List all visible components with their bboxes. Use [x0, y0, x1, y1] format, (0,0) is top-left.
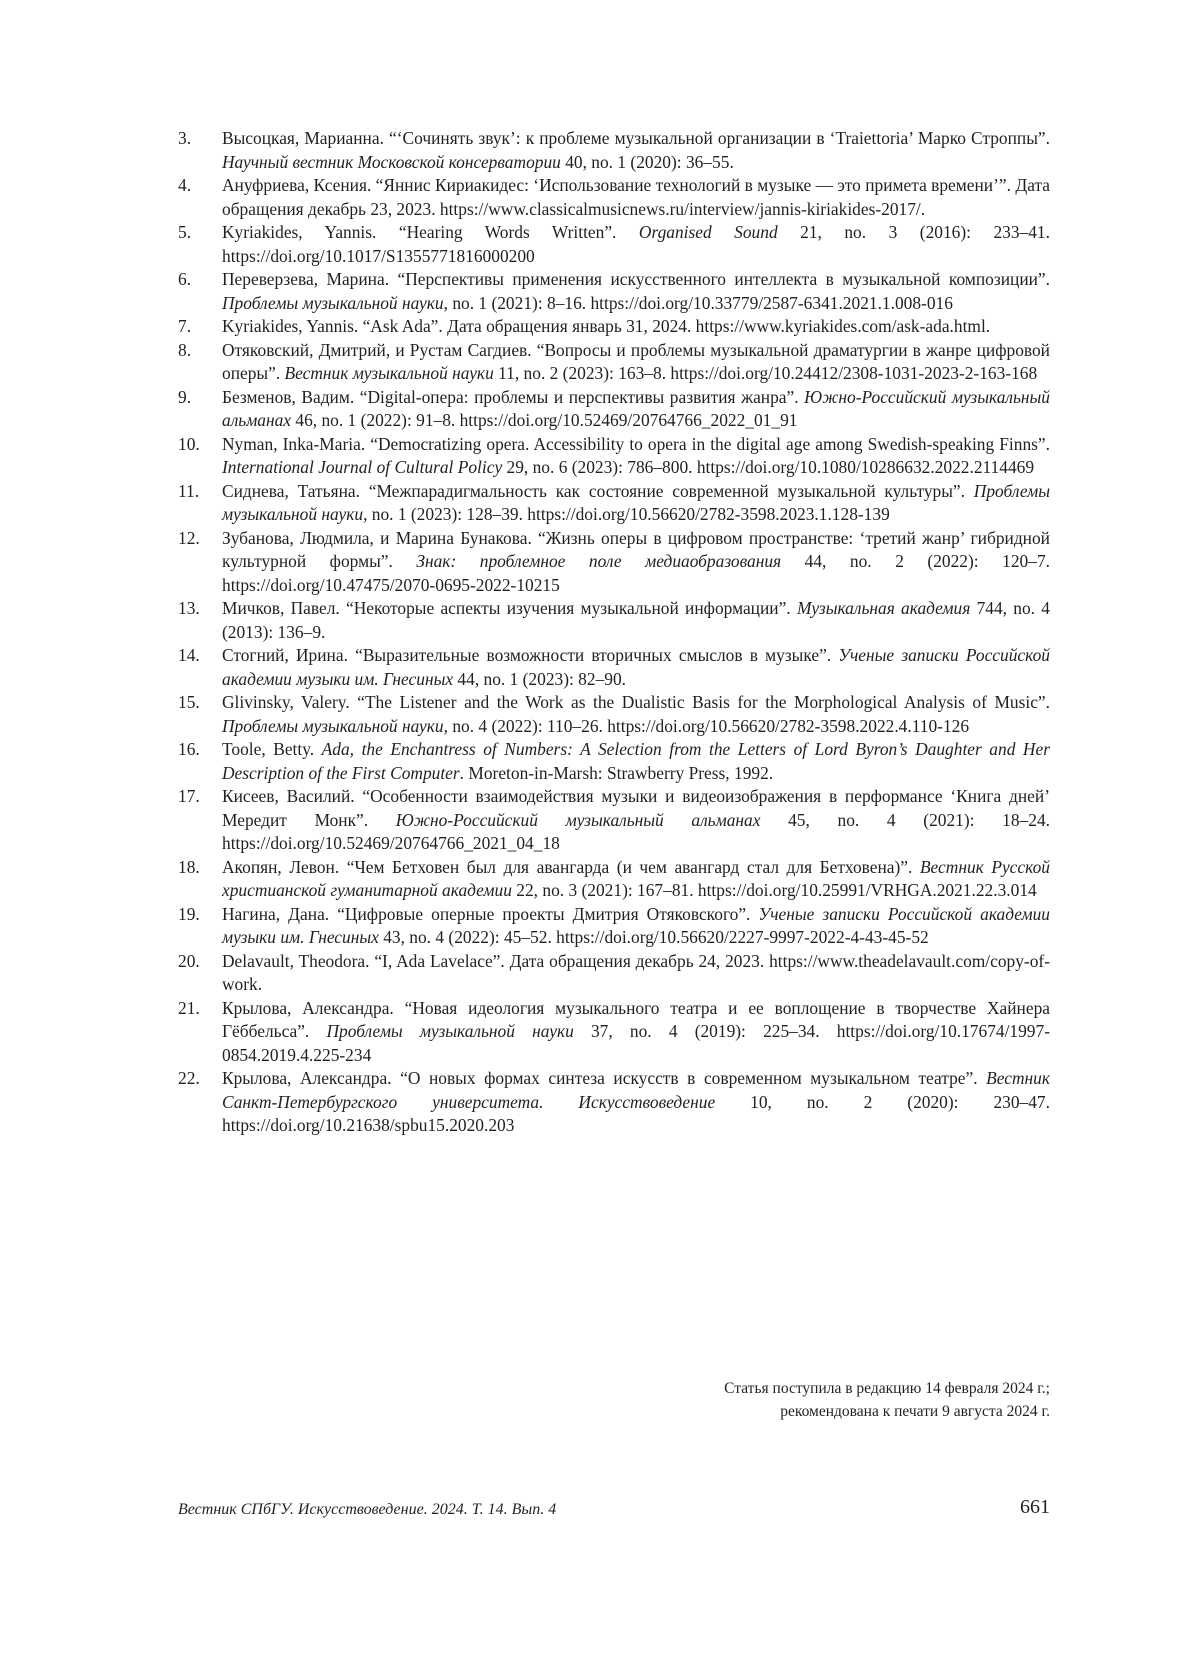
reference-number: 6.	[178, 269, 192, 289]
reference-segment: 37, no. 4 (2019): 225–34. https://doi.org/10.17674/1997-0854.2019.4.225-234	[222, 1021, 1050, 1065]
reference-number: 8.	[178, 339, 192, 360]
reference-number: 20.	[178, 950, 200, 971]
reference-text	[222, 997, 1050, 1068]
reference-segment: 10, no. 2 (2020): 230–47. https://doi.org/10.21638/spbu15.2020.203	[222, 1091, 1050, 1135]
reference-item	[178, 691, 1050, 738]
reference-item	[178, 950, 1050, 997]
reference-text	[222, 386, 1050, 433]
submission-notice	[724, 1377, 1050, 1423]
reference-number: 5.	[178, 222, 192, 242]
reference-source-title: Organised Sound	[638, 222, 778, 242]
reference-source-title: Ученые записки Российской академии музыки им. Гнесиных	[222, 903, 1050, 947]
reference-source-title: Проблемы музыкальной науки	[222, 292, 444, 313]
reference-segment: 46, no. 1 (2022): 91–8. https://doi.org/10.52469/20764766_2022_01_91	[291, 410, 798, 430]
reference-source-title: Ученые записки Российской академии музыки им. Гнесиных	[222, 645, 1050, 689]
reference-segment: 22, no. 3 (2021): 167–81. https://doi.org/10.25991/VRHGA.2021.22.3.014	[511, 880, 1037, 900]
reference-item	[178, 268, 1050, 315]
reference-number: 3.	[178, 128, 192, 148]
reference-source-title: Вестник музыкальной науки	[284, 363, 494, 383]
reference-number: 10.	[178, 433, 200, 454]
reference-item	[178, 386, 1050, 433]
reference-item	[178, 339, 1050, 386]
page-number: 661	[1020, 1496, 1050, 1518]
reference-source-title: Знак: проблемное поле медиаобразования	[416, 551, 782, 571]
reference-segment: , no. 1 (2023): 128–39. https://doi.org/10.56620/2782-3598.2023.1.128-139	[363, 504, 890, 524]
reference-segment: Glivinsky, Valery. “The Listener and the Work as the Dualistic Basis for the Morphological Analysis of Music”.	[222, 692, 1050, 712]
reference-source-title: Научный вестник Московской консерватории	[222, 151, 561, 172]
reference-text	[222, 339, 1050, 386]
reference-number: 22.	[178, 1068, 200, 1088]
reference-source-title: Проблемы музыкальной науки	[222, 480, 1050, 524]
reference-segment: Переверзева, Марина. “Перспективы применения искусственного интеллекта в музыкальной композиции”.	[222, 269, 1050, 289]
reference-segment: Высоцкая, Марианна. “‘Сочинять звук’: к проблеме музыкальной организации в ‘Traiettoria’ Марко Строппы”.	[222, 128, 1050, 148]
reference-item	[178, 127, 1050, 174]
reference-item	[178, 221, 1050, 268]
reference-source-title: Проблемы музыкальной науки	[326, 1021, 574, 1041]
reference-segment: 44, no. 1 (2023): 82–90.	[453, 668, 627, 689]
reference-segment: Toole, Betty.	[222, 739, 322, 759]
reference-number: 15.	[178, 692, 200, 712]
reference-segment: Мичков, Павел. “Некоторые аспекты изучения музыкальной информации”.	[222, 598, 797, 618]
reference-list	[178, 127, 1050, 1138]
reference-item	[178, 597, 1050, 644]
journal-title: Вестник СПбГУ. Искусствоведение. 2024. Т. 14. Вып. 4	[178, 1501, 557, 1518]
reference-segment: Крылова, Александра. “О новых формах синтеза искусств в современном музыкальном театре”.	[222, 1068, 987, 1088]
reference-segment: . Moreton-in-Marsh: Strawberry Press, 1992.	[459, 762, 774, 783]
reference-segment: 744, no. 4 (2013): 136–9.	[222, 598, 1050, 642]
reference-segment: Ануфриева, Ксения. “Яннис Кириакидес: ‘Использование технологий в музыке — это примета времени’”. Дата обращения декабрь 23, 2023. https://www.classicalmusicnews.ru/interview/jannis-kiriakides-2017/.	[222, 175, 1050, 219]
reference-text	[222, 221, 1050, 268]
reference-text	[222, 1067, 1050, 1138]
reference-text	[222, 268, 1050, 315]
reference-item	[178, 903, 1050, 950]
reference-item	[178, 644, 1050, 691]
reference-segment: 45, no. 4 (2021): 18–24. https://doi.org/10.52469/20764766_2021_04_18	[222, 809, 1050, 853]
reference-text	[222, 856, 1050, 903]
reference-segment: Стогний, Ирина. “Выразительные возможности вторичных смыслов в музыке”.	[222, 645, 839, 665]
received-date: Статья поступила в редакцию 14 февраля 2024 г.;	[724, 1380, 1050, 1397]
reference-text	[222, 597, 1050, 644]
reference-segment: Зубанова, Людмила, и Марина Бунакова. “Жизнь оперы в цифровом пространстве: ‘третий жанр’ гибридной культурной формы”.	[222, 527, 1050, 571]
reference-text	[222, 127, 1050, 174]
reference-segment: Delavault, Theodora. “I, Ada Lavelace”. Дата обращения декабрь 24, 2023. https://www.theadelavault.com/copy-of-work.	[222, 950, 1050, 994]
reference-number: 16.	[178, 739, 200, 759]
reference-segment: Nyman, Inka-Maria. “Democratizing opera. Accessibility to opera in the digital age among Swedish-speaking Finns”.	[222, 433, 1050, 454]
reference-number: 14.	[178, 645, 200, 665]
reference-segment: , no. 4 (2022): 110–26. https://doi.org/10.56620/2782-3598.2022.4.110-126	[443, 715, 970, 736]
reference-item	[178, 527, 1050, 598]
reference-segment: Нагина, Дана. “Цифровые оперные проекты Дмитрия Отяковского”.	[222, 903, 759, 924]
reference-source-title: Проблемы музыкальной науки	[222, 715, 444, 736]
reference-segment: Сиднева, Татьяна. “Межпарадигмальность как состояние современной музыкальной культуры”.	[222, 480, 974, 501]
reference-text	[222, 785, 1050, 856]
reference-text	[222, 527, 1050, 598]
reference-text	[222, 433, 1050, 480]
reference-segment: 44, no. 2 (2022): 120–7. https://doi.org/10.47475/2070-0695-2022-10215	[222, 551, 1050, 595]
reference-source-title: Ada, the Enchantress of Numbers: A Selection from the Letters of Lord Byron’s Daughter and Her Description of the First Computer	[222, 739, 1050, 783]
reference-segment: 43, no. 4 (2022): 45–52. https://doi.org/10.56620/2227-9997-2022-4-43-45-52	[378, 927, 929, 947]
reference-source-title: Южно-Российский музыкальный альманах	[395, 809, 761, 830]
reference-item	[178, 856, 1050, 903]
reference-item	[178, 174, 1050, 221]
reference-source-title: Музыкальная академия	[796, 598, 971, 618]
page-footer	[178, 1496, 1050, 1526]
reference-text	[222, 480, 1050, 527]
reference-segment: 11, no. 2 (2023): 163–8. https://doi.org/10.24412/2308-1031-2023-2-163-168	[493, 363, 1038, 383]
reference-item	[178, 997, 1050, 1068]
reference-segment: Акопян, Левон. “Чем Бетховен был для авангарда (и чем авангард стал для Бетховена)”.	[222, 856, 920, 877]
reference-number: 21.	[178, 997, 200, 1018]
reference-segment: 40, no. 1 (2020): 36–55.	[560, 151, 734, 172]
reference-item	[178, 315, 1050, 339]
reference-text	[222, 950, 1050, 997]
reference-source-title: Вестник Санкт-Петербургского университета. Искусствоведение	[222, 1068, 1050, 1112]
reference-number: 4.	[178, 175, 192, 195]
reference-segment: , no. 1 (2021): 8–16. https://doi.org/10.33779/2587-6341.2021.1.008-016	[443, 292, 953, 313]
reference-item	[178, 1067, 1050, 1138]
reference-text	[222, 644, 1050, 691]
reference-segment: 29, no. 6 (2023): 786–800. https://doi.org/10.1080/10286632.2022.2114469	[502, 457, 1035, 477]
reference-number: 13.	[178, 598, 200, 618]
reference-item	[178, 738, 1050, 785]
reference-item	[178, 433, 1050, 480]
reference-number: 18.	[178, 856, 200, 877]
reference-text	[222, 315, 1050, 339]
reference-source-title: Южно-Российский музыкальный альманах	[222, 386, 1050, 430]
reference-number: 19.	[178, 903, 200, 924]
recommended-date: рекомендована к печати 9 августа 2024 г.	[780, 1403, 1050, 1420]
reference-segment: Отяковский, Дмитрий, и Рустам Сагдиев. “Вопросы и проблемы музыкальной драматургии в жанре цифровой оперы”.	[222, 339, 1050, 383]
reference-segment: Kyriakides, Yannis. “Ask Ada”. Дата обращения январь 31, 2024. https://www.kyriakides.com/ask-ada.html.	[222, 316, 991, 336]
reference-number: 11.	[178, 480, 200, 501]
reference-text	[222, 691, 1050, 738]
reference-number: 17.	[178, 786, 200, 806]
reference-text	[222, 903, 1050, 950]
reference-number: 12.	[178, 527, 200, 548]
reference-text	[222, 174, 1050, 221]
reference-segment: Крылова, Александра. “Новая идеология музыкального театра и ее воплощение в творчестве Хайнера Гёббельса”.	[222, 997, 1050, 1041]
reference-text	[222, 738, 1050, 785]
reference-segment: Безменов, Вадим. “Digital-опера: проблемы и перспективы развития жанра”.	[222, 386, 805, 407]
reference-number: 9.	[178, 386, 192, 407]
reference-source-title: Вестник Русской христианской гуманитарной академии	[222, 856, 1050, 900]
reference-item	[178, 785, 1050, 856]
reference-segment: Kyriakides, Yannis. “Hearing Words Written”.	[222, 222, 639, 242]
reference-segment: Кисеев, Василий. “Особенности взаимодействия музыки и видеоизображения в перформансе ‘Книга дней’ Мередит Монк”.	[222, 786, 1050, 830]
reference-item	[178, 480, 1050, 527]
reference-number: 7.	[178, 316, 192, 336]
reference-source-title: International Journal of Cultural Policy	[222, 457, 503, 477]
reference-segment: 21, no. 3 (2016): 233–41. https://doi.org/10.1017/S1355771816000200	[222, 222, 1050, 266]
